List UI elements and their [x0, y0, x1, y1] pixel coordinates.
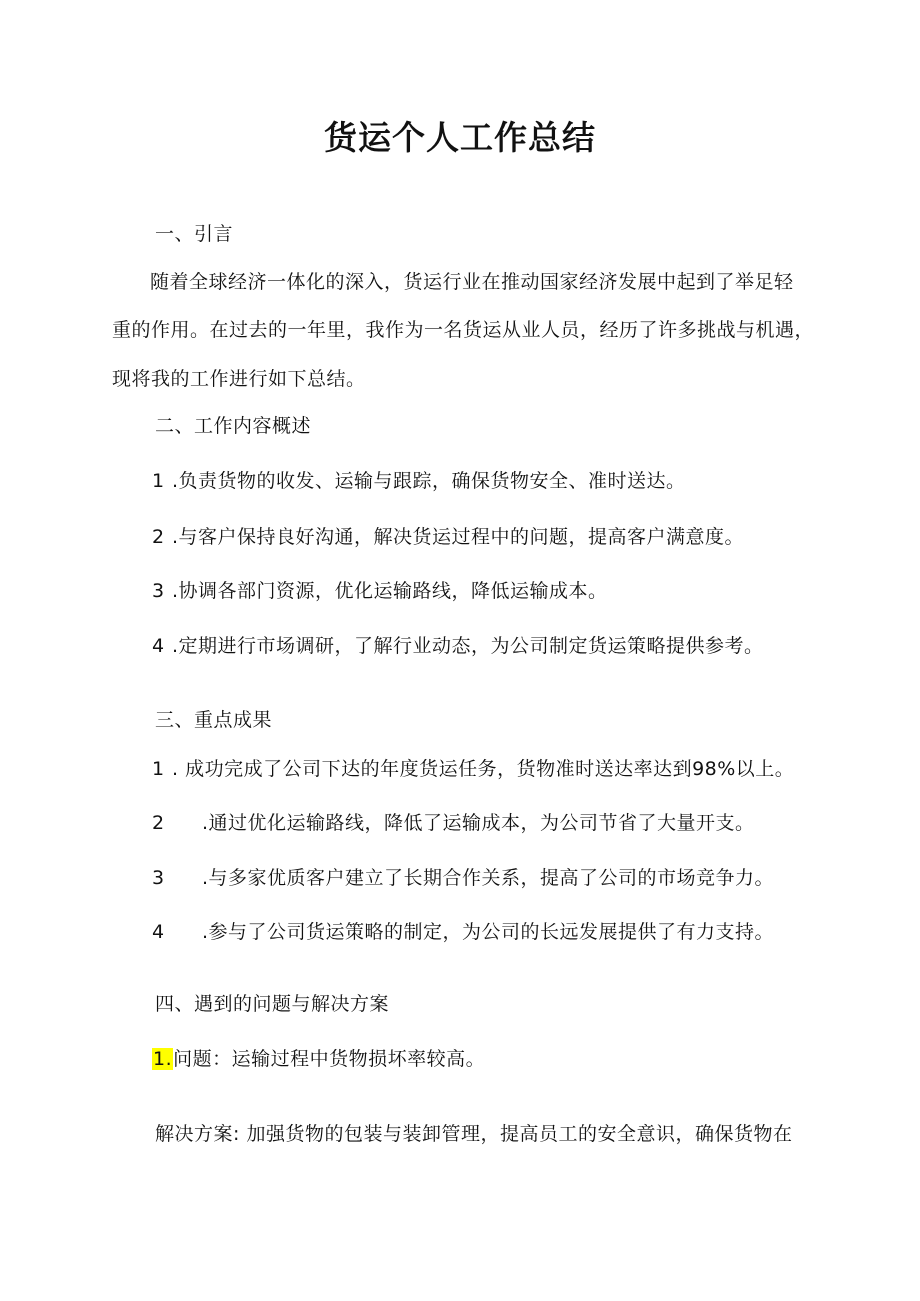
list-item-text: .与客户保持良好沟通，解决货运过程中的问题，提高客户满意度。: [172, 526, 745, 548]
document-title: 货运个人工作总结: [324, 118, 596, 157]
problem-item: [152, 1045, 485, 1073]
paragraph-line: 现将我的工作进行如下总结。: [112, 368, 366, 390]
list-item: [152, 809, 755, 837]
list-item-text: .协调各部门资源，优化运输路线，降低运输成本。: [172, 580, 608, 602]
list-item: [152, 864, 774, 892]
list-item: [152, 467, 686, 495]
list-item-text: . 成功完成了公司下达的年度货运任务，货物准时送达率达到98%以上。: [172, 758, 795, 780]
section-heading-achievements: 三、重点成果: [155, 709, 273, 731]
list-item: [152, 523, 744, 551]
problem-text: 问题：运输过程中货物损坏率较高。: [173, 1048, 486, 1070]
list-item: [152, 632, 764, 660]
list-item-number: 2: [152, 812, 165, 834]
list-item-number: 3: [152, 580, 165, 602]
list-item-text: .通过优化运输路线，降低了运输成本，为公司节省了大量开支。: [202, 812, 755, 834]
list-item-number: 1: [152, 470, 165, 492]
list-item-number: 4: [152, 635, 165, 657]
solution-line: 解决方案: 加强货物的包装与装卸管理，提高员工的安全意识，确保货物在: [155, 1123, 793, 1145]
list-item-text: .负责货物的收发、运输与跟踪，确保货物安全、准时送达。: [172, 470, 686, 492]
list-item: [152, 755, 794, 783]
list-item: [152, 918, 774, 946]
section-heading-overview: 二、工作内容概述: [155, 415, 312, 437]
list-item-number: 4: [152, 921, 165, 943]
list-item-text: .与多家优质客户建立了长期合作关系，提高了公司的市场竞争力。: [202, 867, 775, 889]
section-heading-problems: 四、遇到的问题与解决方案: [155, 993, 390, 1015]
list-item-text: .参与了公司货运策略的制定，为公司的长远发展提供了有力支持。: [202, 921, 775, 943]
highlighted-number: 1.: [153, 1048, 173, 1070]
paragraph-line: 重的作用。在过去的一年里，我作为一名货运从业人员，经历了许多挑战与机遇，: [112, 319, 815, 341]
paragraph-line: 随着全球经济一体化的深入，货运行业在推动国家经济发展中起到了举足轻: [150, 271, 794, 293]
list-item-number: 3: [152, 867, 165, 889]
list-item-number: 1: [152, 758, 165, 780]
list-item: [152, 577, 608, 605]
list-item-text: .定期进行市场调研，了解行业动态，为公司制定货运策略提供参考。: [172, 635, 764, 657]
section-heading-intro: 一、引言: [155, 223, 234, 245]
list-item-number: 2: [152, 526, 165, 548]
